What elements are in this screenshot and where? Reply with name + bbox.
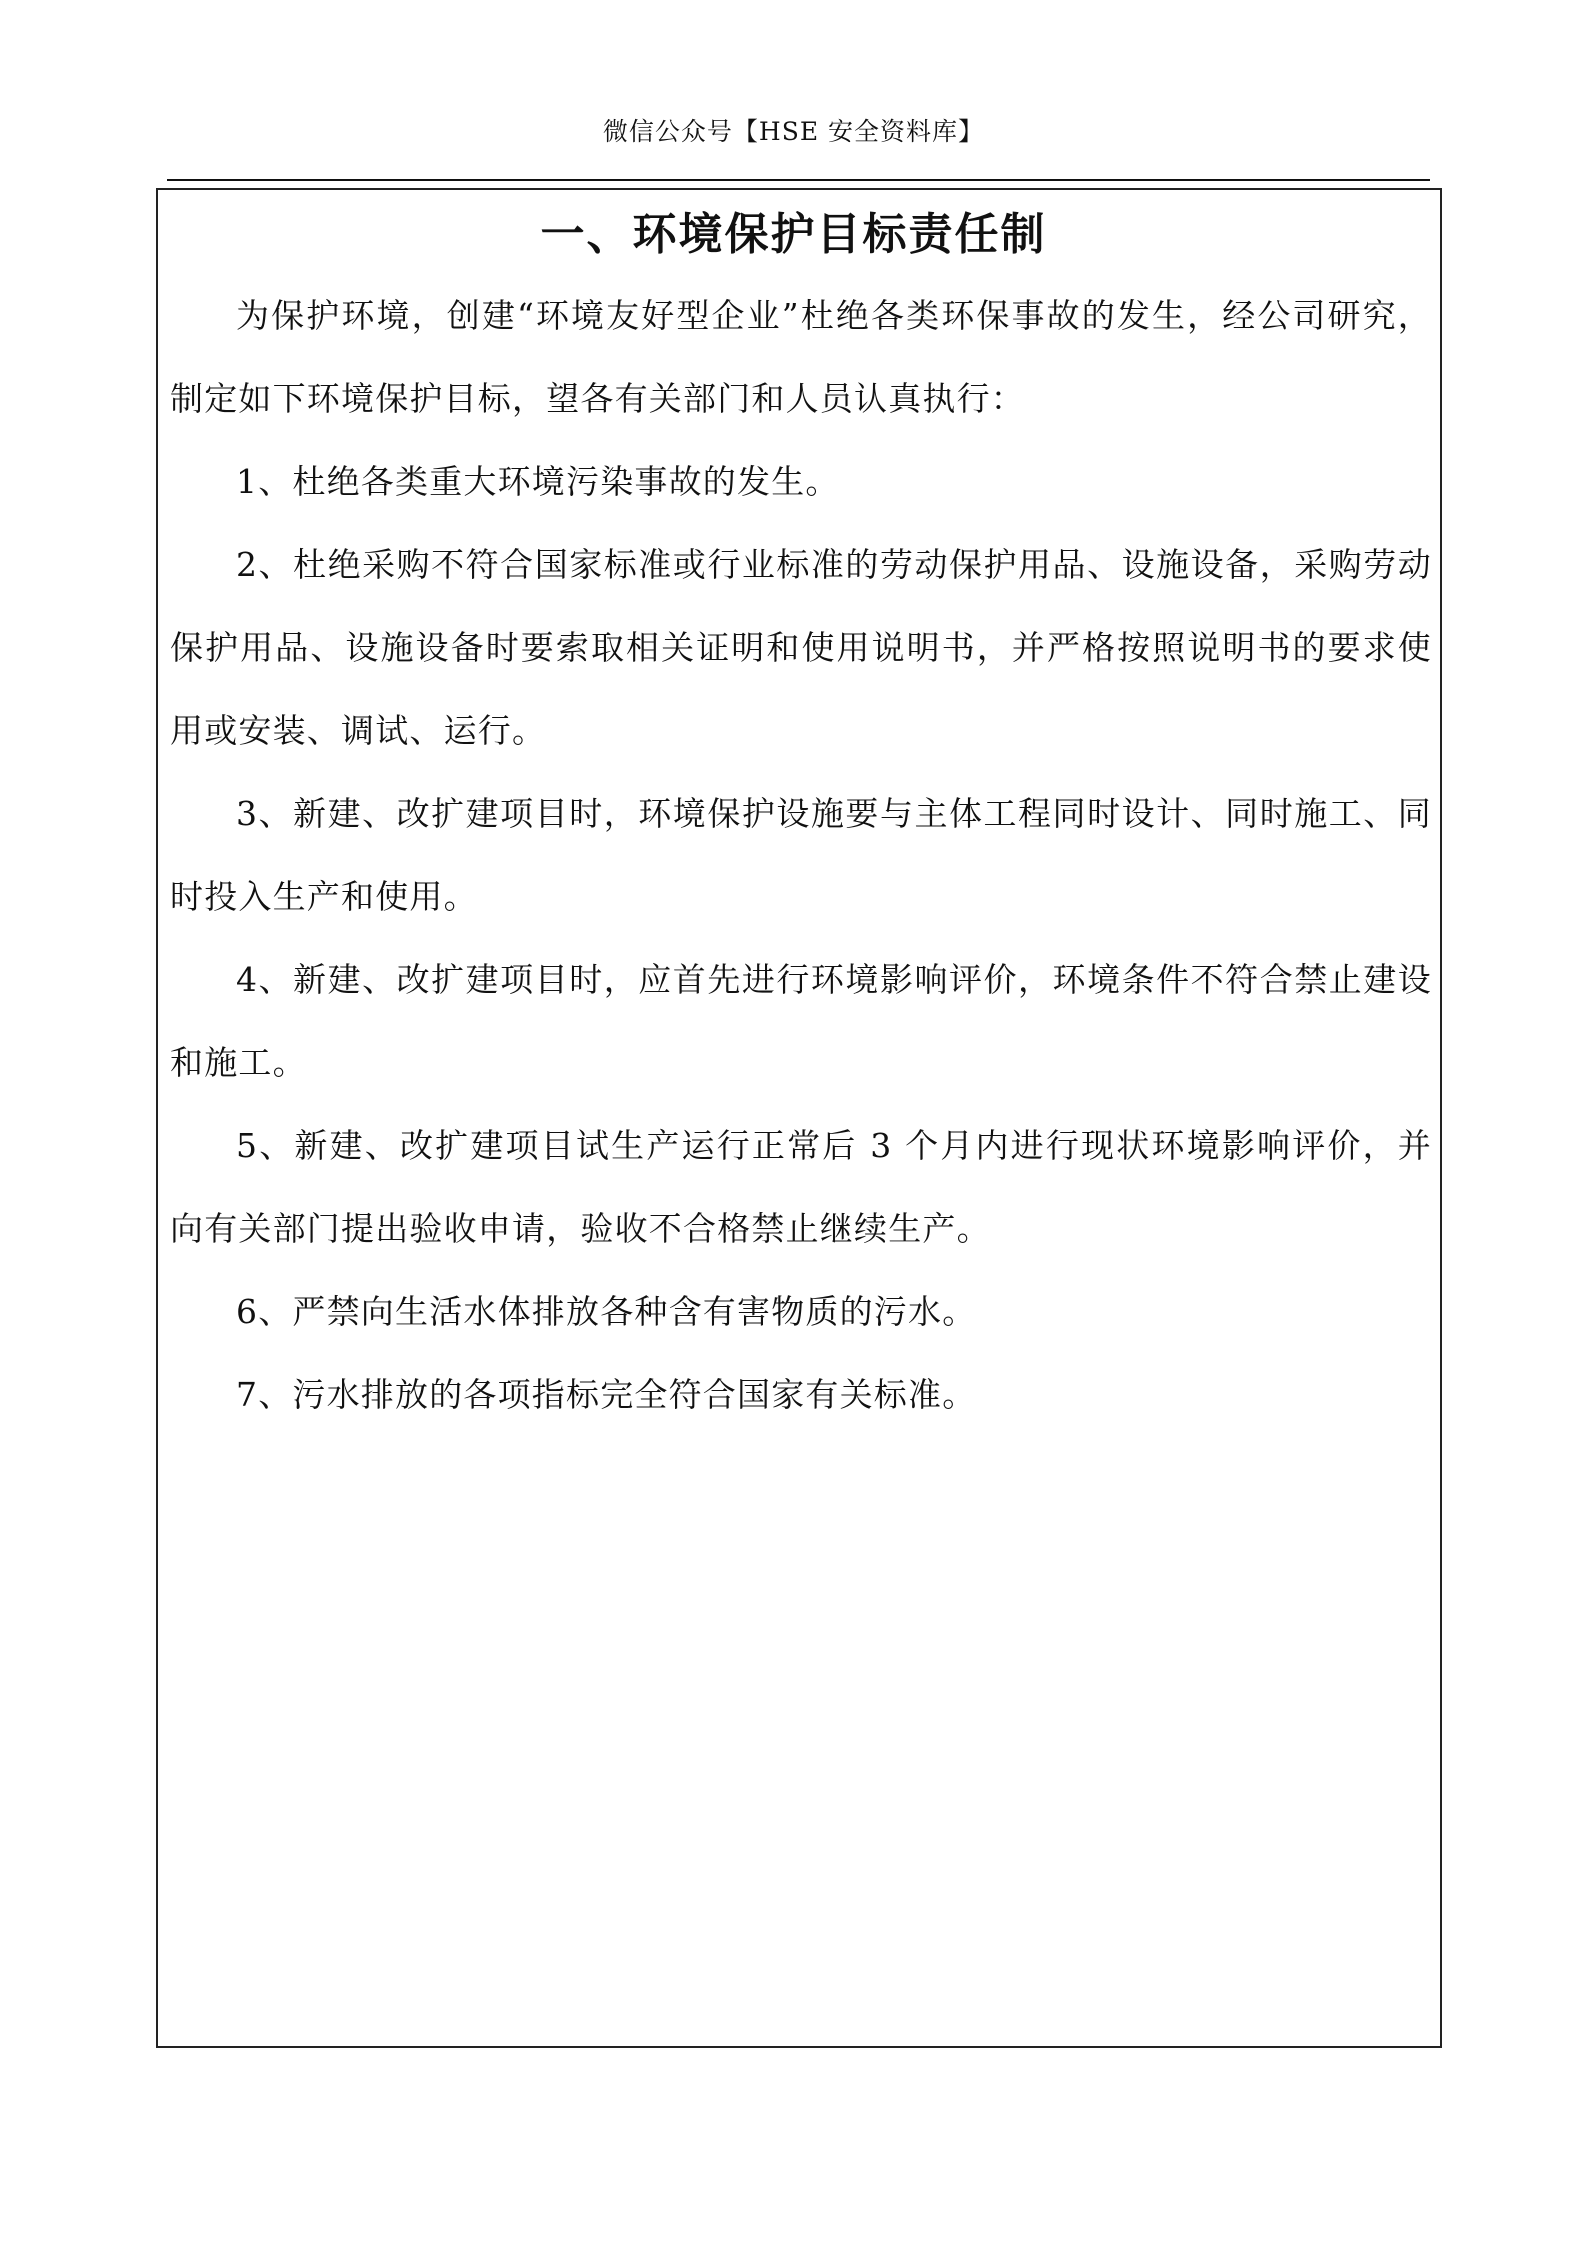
clause-7: 7、污水排放的各项指标完全符合国家有关标准。	[236, 1375, 977, 1414]
page-header: 微信公众号【HSE 安全资料库】	[602, 117, 985, 146]
clause-2: 2、杜绝采购不符合国家标准或行业标准的劳动保护用品、设施设备，采购劳动保护用品、设施设备时要索取相关证明和使用说明书，并严格按照说明书的要求使用或安装、调试、运行。	[170, 545, 1432, 750]
clause-6: 6、严禁向生活水体排放各种含有害物质的污水。	[236, 1292, 977, 1331]
clause-1: 1、杜绝各类重大环境污染事故的发生。	[236, 462, 840, 501]
clause-4: 4、新建、改扩建项目时，应首先进行环境影响评价，环境条件不符合禁止建设和施工。	[170, 960, 1432, 1082]
clause-3: 3、新建、改扩建项目时，环境保护设施要与主体工程同时设计、同时施工、同时投入生产和使用。	[170, 794, 1432, 916]
document-title: 一、环境保护目标责任制	[540, 209, 1047, 260]
header-divider	[167, 179, 1430, 181]
document-body	[170, 274, 1432, 1436]
intro-paragraph: 为保护环境，创建“环境友好型企业”杜绝各类环保事故的发生，经公司研究，制定如下环境保护目标，望各有关部门和人员认真执行：	[170, 296, 1432, 418]
clause-5: 5、新建、改扩建项目试生产运行正常后 3 个月内进行现状环境影响评价，并向有关部门提出验收申请，验收不合格禁止继续生产。	[170, 1126, 1432, 1248]
